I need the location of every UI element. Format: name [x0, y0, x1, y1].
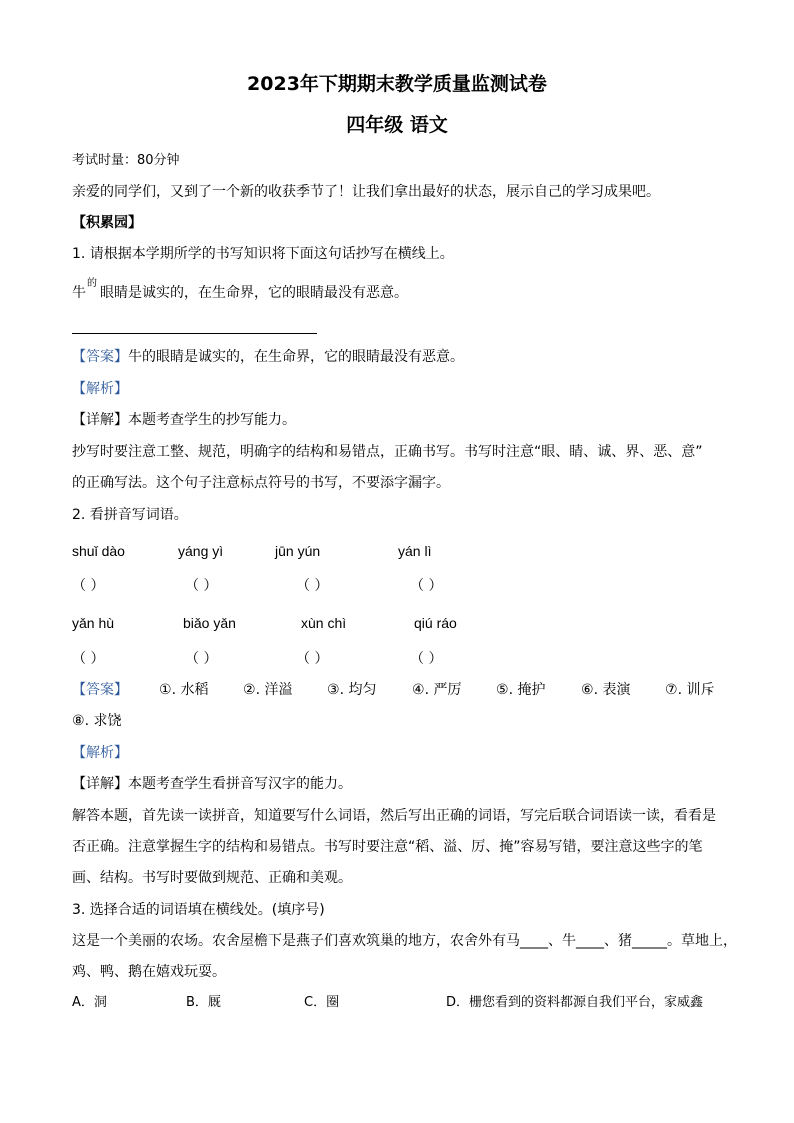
exam-time: 考试时量：80分钟 [72, 153, 180, 168]
q1-explain-line-1: 抄写时要注意工整、规范，明确字的结构和易错点，正确书写。书写时注意“眼、睛、诚、界、恶、意” [72, 444, 703, 460]
q1-sentence [72, 284, 408, 302]
q1-answer [72, 348, 464, 366]
answer-num: ⑥ [581, 682, 594, 698]
pinyin-item: yǎn hù [72, 615, 115, 631]
answer-item [496, 681, 545, 699]
option-b: B．厩 [186, 995, 221, 1010]
pinyin-item: yáng yì [178, 543, 224, 559]
answer-word: . 均匀 [339, 682, 377, 698]
detail-tag: 【详解】 [72, 412, 128, 428]
blank-parens: （ ） [410, 651, 443, 667]
answer-item [412, 681, 461, 699]
q1-sentence-rest: 眼睛是诚实的，在生命界，它的眼睛最没有恶意。 [100, 285, 408, 301]
pinyin-item: shuǐ dào [72, 543, 125, 559]
answer-num: ④ [412, 682, 425, 698]
q1-explain-line-2: 的正确写法。这个句子注意标点符号的书写，不要添字漏字。 [72, 475, 450, 491]
answer-word: . 水稻 [171, 682, 209, 698]
answer-num: ⑦ [665, 682, 678, 698]
exam-title: 2023年下期期末教学质量监测试卷 [247, 73, 547, 95]
option-c: C．圈 [304, 995, 340, 1010]
q2-answer-tag: 【答案】 [72, 682, 128, 698]
option-d: D．栅您看到的资料都源自我们平台，家威鑫 [446, 995, 704, 1010]
q1-detail [72, 411, 296, 429]
q2-analysis-tag: 【解析】 [72, 745, 128, 761]
answer-item [159, 681, 208, 699]
pinyin-item: yán lì [398, 543, 432, 559]
q2-detail [72, 775, 352, 793]
q2-explain-line-3: 画、结构。书写时要做到规范、正确和美观。 [72, 870, 352, 886]
q3-passage-line-1: 这是一个美丽的农场。农舍屋檐下是燕子们喜欢筑巢的地方，农舍外有马____、牛____、猪_____。草地上， [72, 933, 737, 949]
blank-parens: （ ） [72, 651, 105, 667]
q1-answer-line [72, 333, 317, 334]
answer-num: ① [159, 682, 172, 698]
answer-num: ② [243, 682, 256, 698]
blank-parens: （ ） [410, 578, 443, 594]
pinyin-item: jūn yún [275, 543, 321, 559]
detail-text: 本题考查学生看拼音写汉字的能力。 [128, 776, 352, 792]
answer-item [327, 681, 376, 699]
q3-prompt: 3. 选择合适的词语填在横线处。(填序号) [72, 902, 325, 918]
answer-word: . 洋溢 [255, 682, 293, 698]
option-a: A．洞 [72, 995, 107, 1010]
answer-tag: 【答案】 [72, 349, 128, 365]
q1-ruby: 的 [87, 278, 97, 289]
exam-subtitle: 四年级 语文 [346, 114, 448, 136]
q1-sentence-start: 牛 [72, 285, 86, 301]
q3-passage-line-2: 鸡、鸭、鹅在嬉戏玩耍。 [72, 964, 226, 980]
analysis-tag: 【解析】 [72, 381, 128, 397]
answer-word: . 求饶 [84, 713, 122, 729]
q1-prompt: 1. 请根据本学期所学的书写知识将下面这句话抄写在横线上。 [72, 246, 454, 262]
answer-num: ⑤ [496, 682, 509, 698]
answer-num: ③ [327, 682, 340, 698]
answer-item [72, 712, 121, 730]
answer-word: . 表演 [593, 682, 631, 698]
q2-explain-line-2: 否正确。注意掌握生字的结构和易错点。书写时要注意“稻、溢、厉、掩”容易写错，要注意这些字的笔 [72, 839, 703, 855]
answer-word: . 训斥 [677, 682, 715, 698]
answer-num: ⑧ [72, 713, 85, 729]
answer-item [581, 681, 630, 699]
answer-word: . 严厉 [424, 682, 462, 698]
answer-word: . 掩护 [508, 682, 546, 698]
blank-parens: （ ） [296, 651, 329, 667]
section-heading: 【积累园】 [72, 215, 142, 231]
pinyin-item: qiú ráo [414, 615, 457, 631]
answer-item [243, 681, 292, 699]
pinyin-item: xùn chì [301, 615, 347, 631]
detail-text: 本题考查学生的抄写能力。 [128, 412, 296, 428]
greeting-text: 亲爱的同学们，又到了一个新的收获季节了！让我们拿出最好的状态，展示自己的学习成果吧。 [72, 184, 660, 200]
answer-item [665, 681, 714, 699]
blank-parens: （ ） [296, 578, 329, 594]
q2-explain-line-1: 解答本题，首先读一读拼音，知道要写什么词语，然后写出正确的词语，写完后联合词语读一读，看看是 [72, 808, 716, 824]
blank-parens: （ ） [72, 578, 105, 594]
q2-prompt: 2. 看拼音写词语。 [72, 507, 188, 523]
blank-parens: （ ） [185, 651, 218, 667]
answer-text: 牛的眼睛是诚实的，在生命界，它的眼睛最没有恶意。 [128, 349, 464, 365]
detail-tag: 【详解】 [72, 776, 128, 792]
pinyin-item: biǎo yǎn [183, 615, 236, 631]
blank-parens: （ ） [185, 578, 218, 594]
